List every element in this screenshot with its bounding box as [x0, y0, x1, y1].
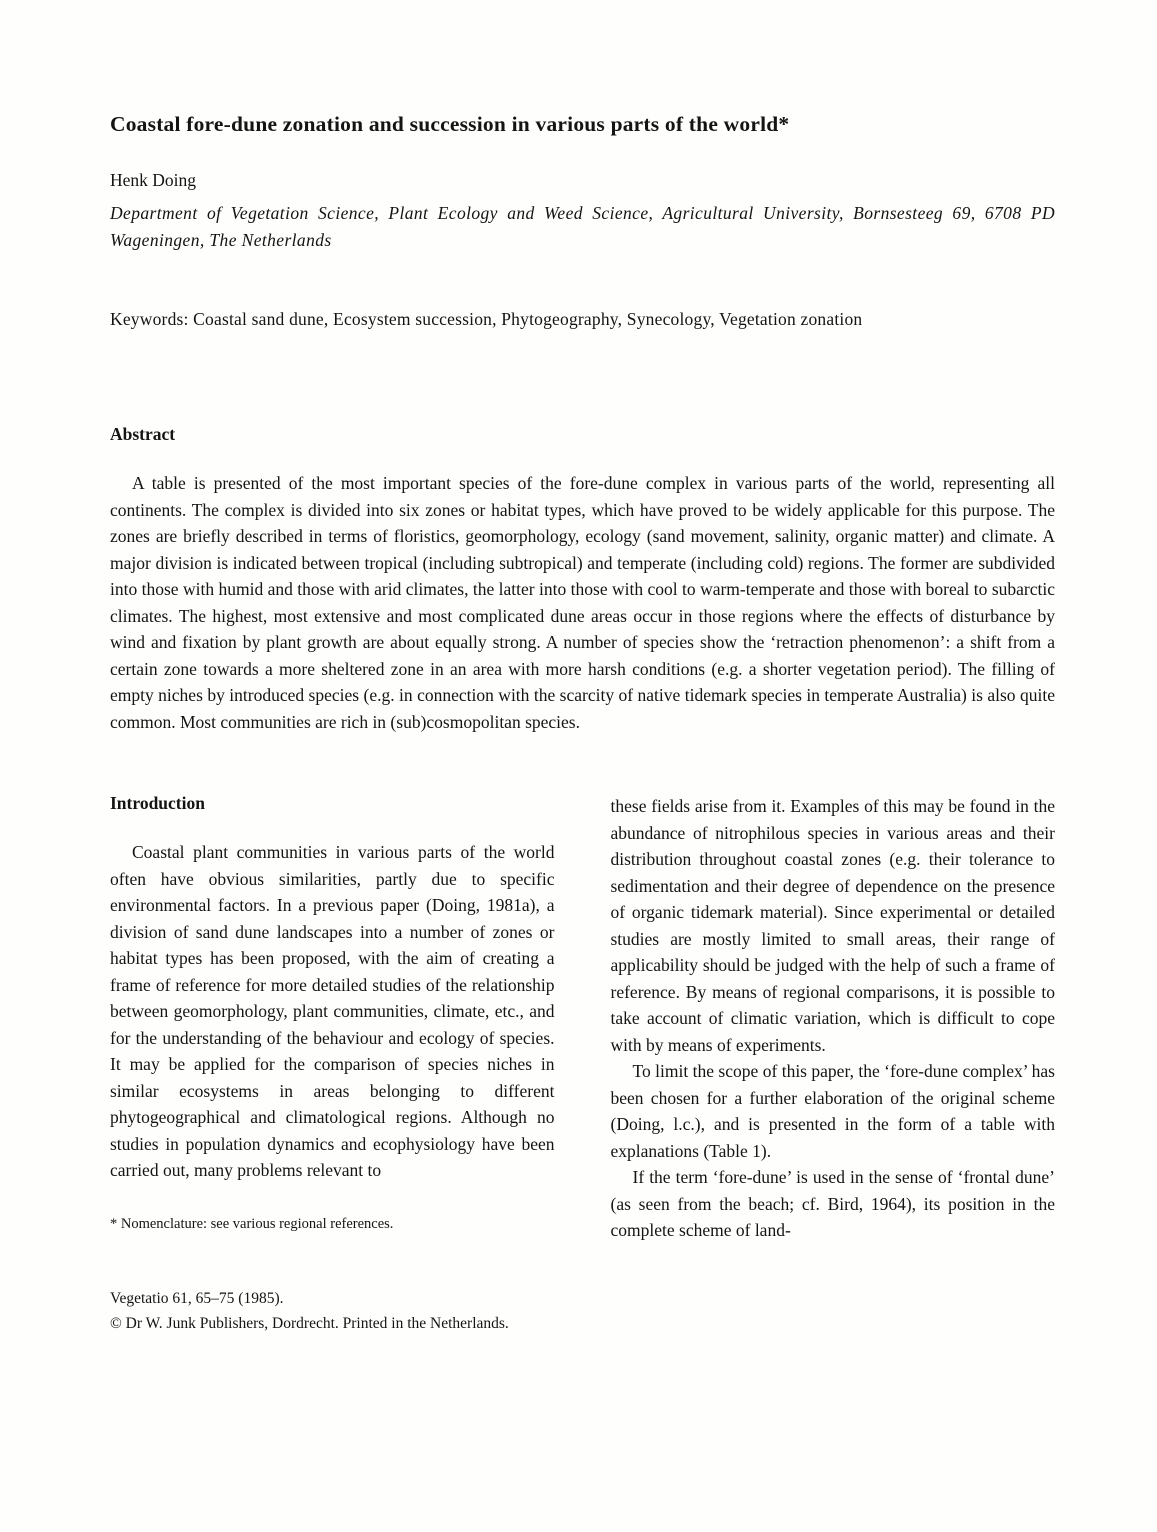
body-paragraph: these fields arise from it. Examples of this may be found in the abundance of nitrophilous species in various areas and their distribution throughout coastal zones (e.g. their tolerance to sedimentation and their degree of dependence on the presence of organic tidemark material). Since experimental or detailed studies are mostly limited to small areas, their range of applicability should be judged with the help of such a frame of reference. By means of regional comparisons, it is possible to take account of climatic variation, which is difficult to cope with by means of experiments. — [610, 796, 1055, 1055]
right-column — [611, 793, 1056, 1244]
keywords-line: Keywords: Coastal sand dune, Ecosystem succession, Phytogeography, Synecology, Vegetation zonation — [110, 309, 863, 329]
body-paragraph: If the term ‘fore-dune’ is used in the sense of ‘frontal dune’ (as seen from the beach; cf. Bird, 1964), its position in the complete scheme of land- — [610, 1167, 1055, 1240]
introduction-paragraph: Coastal plant communities in various parts of the world often have obvious similarities, partly due to specific environmental factors. In a previous paper (Doing, 1981a), a division of sand dune landscapes into a number of zones or habitat types has been proposed, with the aim of creating a frame of reference for more detailed studies of the relationship between geomorphology, plant communities, climate, etc., and for the understanding of the behaviour and ecology of species. It may be applied for the comparison of species niches in similar ecosystems in areas belonging to different phytogeographical and climatological regions. Although no studies in population dynamics and ecophysiology have been carried out, many problems relevant to — [110, 842, 555, 1180]
author-name: Henk Doing — [110, 170, 197, 190]
journal-citation: Vegetatio 61, 65–75 (1985). — [110, 1289, 284, 1307]
abstract-text: A table is presented of the most important species of the fore-dune complex in various parts of the world, representing all continents. The complex is divided into six zones or habitat types, which have proved to be widely applicable for this purpose. The zones are briefly described in terms of floristics, geomorphology, ecology (sand movement, salinity, organic matter) and climate. A major division is indicated between tropical (including subtropical) and temperate (including cold) regions. The former are subdivided into those with humid and those with arid climates, the latter into those with cool to warm-temperate and those with boreal to subarctic climates. The highest, most extensive and most complicated dune areas occur in those regions where the effects of disturbance by wind and fixation by plant growth are about equally strong. A number of species show the ‘retraction phenomenon’: a shift from a certain zone towards a more sheltered zone in an area with more harsh conditions (e.g. a shorter vegetation period). The filling of empty niches by introduced species (e.g. in connection with the scarcity of native tidemark species in temperate Australia) is also quite common. Most communities are rich in (sub)cosmopolitan species. — [110, 473, 1055, 732]
paper-header — [110, 112, 1055, 332]
introduction-heading: Introduction — [110, 793, 205, 813]
abstract-section — [110, 424, 1055, 735]
journal-footer — [110, 1286, 1055, 1336]
nomenclature-footnote: * Nomenclature: see various regional references. — [110, 1215, 394, 1232]
two-column-body — [110, 793, 1055, 1244]
publisher-line: © Dr W. Junk Publishers, Dordrecht. Printed in the Netherlands. — [110, 1314, 509, 1332]
author-affiliation: Department of Vegetation Science, Plant Ecology and Weed Science, Agricultural University, Bornsesteeg 69, 6708 PD Wageningen, The Netherlands — [110, 203, 1055, 250]
abstract-heading: Abstract — [110, 424, 176, 444]
paper-title: Coastal fore-dune zonation and succession in various parts of the world* — [110, 112, 790, 136]
left-column — [110, 793, 555, 1234]
body-paragraph: To limit the scope of this paper, the ‘fore-dune complex’ has been chosen for a further elaboration of the original scheme (Doing, l.c.), and is presented in the form of a table with explanations (Table 1). — [610, 1061, 1055, 1161]
